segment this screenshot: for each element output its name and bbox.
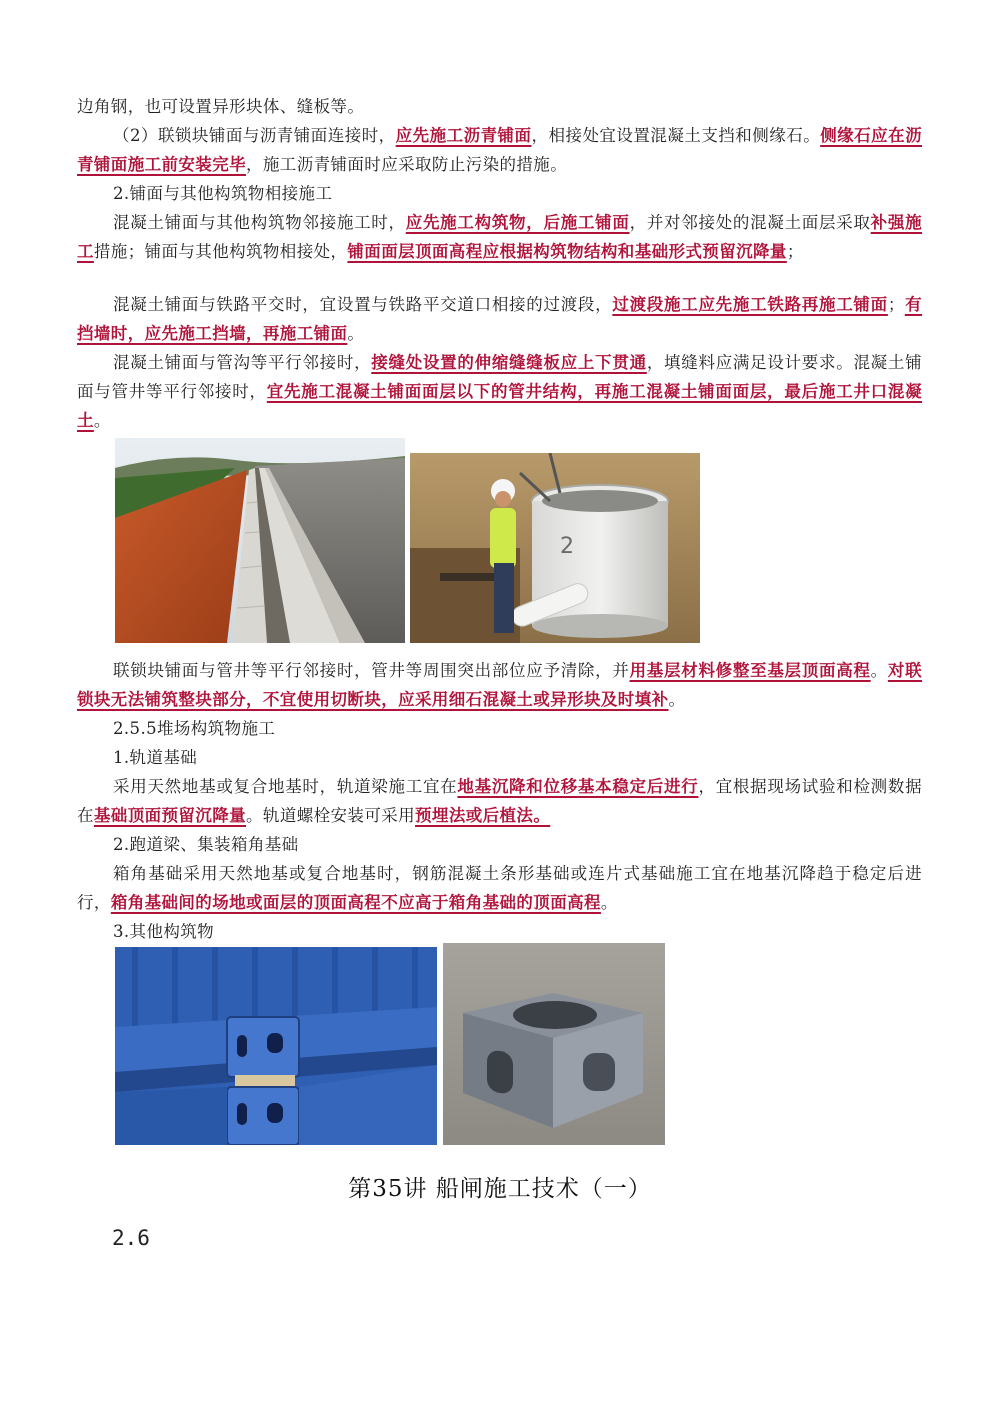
body-text: 2.铺面与其他构筑物相接施工 (113, 184, 333, 203)
body-text: ； (786, 242, 804, 261)
paragraph-interlock-manhole (77, 656, 922, 714)
highlighted-text: 补强施工 (77, 213, 923, 261)
highlighted-text: 预埋法或后植法。 (415, 806, 551, 825)
highlighted-text: 铺面面层顶面高程应根据构筑物结构和基础形式预留沉降量 (347, 242, 787, 261)
body-text: （2）联锁块铺面与沥青铺面连接时， (113, 126, 396, 145)
body-text: 。 (668, 690, 686, 709)
section-number: 2.6 (112, 1226, 150, 1250)
highlighted-text: 箱角基础间的场地或面层的顶面高程不应高于箱角基础的顶面高程 (110, 893, 601, 912)
body-text: 。 (347, 324, 365, 343)
heading-runway-beam (77, 830, 922, 859)
body-text: 。轨道螺栓安装可采用 (246, 806, 416, 825)
photo-corner-casting (443, 943, 665, 1145)
body-text: ； (887, 295, 905, 314)
svg-text:2: 2 (560, 534, 574, 559)
body-text: 。 (870, 661, 888, 680)
body-text: 。 (600, 893, 618, 912)
highlighted-text: 侧缘石应在沥青铺面施工前安装完毕 (77, 126, 922, 174)
paragraph-concrete-adjacent-structures (77, 208, 922, 266)
highlighted-text: 接缝处设置的伸缩缝缝板应上下贯通 (371, 353, 647, 372)
body-text: 。 (93, 411, 111, 430)
body-text: 混凝土铺面与管沟等平行邻接时， (113, 353, 372, 372)
body-text: 2.5.5堆场构筑物施工 (113, 719, 276, 738)
body-text: 混凝土铺面与其他构筑物邻接施工时， (113, 213, 406, 232)
body-text: 箱角基础采用天然地基或复合地基时，钢筋混凝土条形基础或连片式基础施工宜在地基沉降趋于稳定后进行， (77, 864, 922, 912)
paragraph-railway-crossing (77, 290, 922, 348)
body-text: 边角钢，也可设置异形块体、缝板等。 (77, 97, 365, 116)
body-text: 1.轨道基础 (113, 748, 198, 767)
body-text: ，施工沥青铺面时应采取防止污染的措施。 (246, 155, 568, 174)
body-text: ，填缝料应满足设计要求。混凝土铺面与管井等平行邻接时， (77, 353, 923, 401)
paragraph-corner-foundation (77, 859, 922, 917)
highlighted-text: 有挡墙时，应先施工挡墙，再施工铺面 (77, 295, 923, 343)
highlighted-text: 过渡段施工应先施工铁路再施工铺面 (612, 295, 888, 314)
heading-rail-foundation (77, 743, 922, 772)
body-text: ，相接处宜设置混凝土支挡和侧缘石。 (531, 126, 821, 145)
body-text: ，宜根据现场试验和检测数据在 (77, 777, 923, 825)
photo-container-corners (115, 947, 437, 1145)
lecture-title: 第35讲 船闸施工技术（一） (348, 1176, 652, 1202)
body-text: 混凝土铺面与铁路平交时，宜设置与铁路平交道口相接的过渡段， (113, 295, 613, 314)
highlighted-text: 对联锁块无法铺筑整块部分，不宜使用切断块，应采用细石混凝土或异形块及时填补 (77, 661, 923, 709)
body-text: 2.跑道梁、集装箱角基础 (113, 835, 299, 854)
paragraph-interlock-asphalt (77, 121, 922, 179)
heading-other-structures (77, 917, 922, 946)
photo-drainage-channel (115, 438, 405, 643)
paragraph-pipe-trench (77, 348, 922, 435)
highlighted-text: 宜先施工混凝土铺面面层以下的管井结构，再施工混凝土铺面面层，最后施工井口混凝土 (77, 382, 923, 430)
body-text: 采用天然地基或复合地基时，轨道梁施工宜在 (113, 777, 458, 796)
body-text: 措施；铺面与其他构筑物相接处， (93, 242, 348, 261)
body-text: 3.其他构筑物 (113, 922, 215, 941)
highlighted-text: 基础顶面预留沉降量 (93, 806, 247, 825)
body-text: 联锁块铺面与管井等平行邻接时，管井等周围突出部位应予清除，并 (113, 661, 630, 680)
highlighted-text: 应先施工沥青铺面 (395, 126, 532, 145)
heading-paving-other-structures (77, 179, 922, 208)
body-text: ，并对邻接处的混凝土面层采取 (629, 213, 871, 232)
paragraph-edge-angle (77, 92, 922, 121)
highlighted-text: 地基沉降和位移基本稳定后进行 (457, 777, 699, 796)
paragraph-rail-foundation (77, 772, 922, 830)
highlighted-text: 应先施工构筑物，后施工铺面 (405, 213, 630, 232)
highlighted-text: 用基层材料修整至基层顶面高程 (629, 661, 871, 680)
heading-yard-structures (77, 714, 922, 743)
photo-manhole-installation (410, 453, 700, 643)
